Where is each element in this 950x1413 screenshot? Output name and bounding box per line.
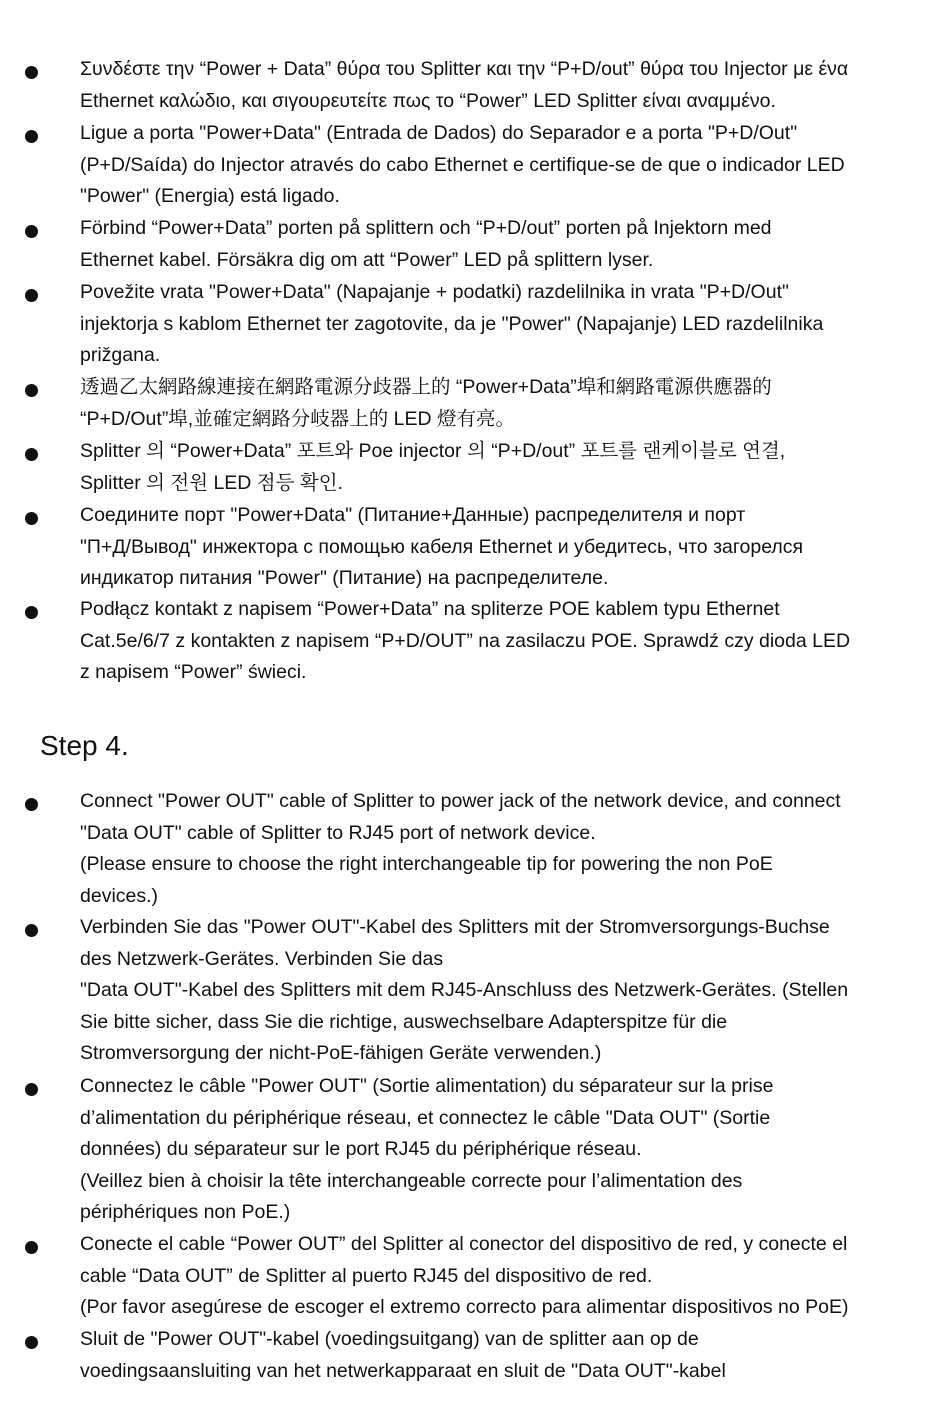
step-heading: Step 4. (40, 730, 129, 761)
text-line: Connectez le câble "Power OUT" (Sortie alimentation) du séparateur sur la prise (80, 1075, 774, 1097)
instruction-text (80, 372, 950, 435)
instruction-text (80, 118, 950, 213)
bullet-icon (25, 289, 38, 302)
text-line: Соедините порт "Power+Data" (Питание+Данные) распределителя и порт (80, 504, 746, 526)
bullet-icon (25, 66, 38, 79)
text-line: Sie bitte sicher, dass Sie die richtige, auswechselbare Adapterspitze für die (80, 1010, 728, 1033)
instruction-text (80, 594, 950, 689)
instruction-text (80, 912, 950, 1070)
text-line: Cat.5e/6/7 z kontakten z napisem “P+D/OUT” na zasilaczu POE. Sprawdź czy dioda LED (80, 629, 851, 652)
text-line: 透過乙太網路線連接在網路電源分歧器上的 “Power+Data”埠和網路電源供應器的 (80, 376, 772, 398)
bullet-icon (25, 606, 38, 619)
text-line: "П+Д/Вывод" инжектора с помощью кабеля Ethernet и убедитесь, что загорелся (80, 535, 804, 558)
text-line: d’alimentation du périphérique réseau, et connectez le câble "Data OUT" (Sortie (80, 1106, 771, 1129)
text-line: Povežite vrata "Power+Data" (Napajanje + podatki) razdelilnika in vrata "P+D/Out" (80, 281, 789, 303)
text-line: "Data OUT" cable of Splitter to RJ45 port of network device. (80, 821, 596, 844)
instruction-text (80, 1229, 950, 1324)
text-line: des Netzwerk-Gerätes. Verbinden Sie das (80, 947, 444, 970)
text-line: Connect "Power OUT" cable of Splitter to power jack of the network device, and connect (80, 790, 841, 812)
instruction-text (80, 500, 950, 595)
text-line: (Please ensure to choose the right interchangeable tip for powering the non PoE (80, 853, 773, 876)
text-line: Förbind “Power+Data” porten på splittern och “P+D/out” porten på Injektorn med (80, 217, 772, 239)
text-line: voedingsaansluiting van het netwerkapparaat en sluit de "Data OUT"-kabel (80, 1359, 726, 1382)
text-line: “P+D/Out”埠,並確定網路分岐器上的 LED 燈有亮。 (80, 407, 515, 430)
instruction-text (80, 786, 950, 912)
text-line: (Por favor asegúrese de escoger el extremo correcto para alimentar dispositivos no PoE) (80, 1296, 849, 1319)
text-line: Stromversorgung der nicht-PoE-fähigen Geräte verwenden.) (80, 1042, 602, 1065)
instruction-text (80, 277, 950, 372)
text-line: "Data OUT"-Kabel des Splitters mit dem RJ45-Anschluss des Netzwerk-Gerätes. (Stellen (80, 979, 849, 1002)
text-line: Sluit de "Power OUT"-kabel (voedingsuitgang) van de splitter aan op de (80, 1328, 699, 1350)
bullet-icon (25, 448, 38, 461)
instruction-text (80, 1324, 950, 1387)
text-line: devices.) (80, 884, 159, 907)
bullet-icon (25, 1241, 38, 1254)
text-line: "Power" (Energia) está ligado. (80, 185, 340, 208)
instruction-text (80, 1071, 950, 1229)
bullet-icon (25, 130, 38, 143)
text-line: injektorja s kablom Ethernet ter zagotovite, da je "Power" (Napajanje) LED razdelilnika (80, 312, 824, 335)
text-line: périphériques non PoE.) (80, 1201, 291, 1224)
text-line: Podłącz kontakt z napisem “Power+Data” na spliterze POE kablem typu Ethernet (80, 598, 780, 620)
text-line: prižgana. (80, 344, 161, 367)
text-line: (Veillez bien à choisir la tête interchangeable correcte pour l’alimentation des (80, 1169, 743, 1192)
text-line: Συνδέστε την “Power + Data” θύρα του Splitter και την “P+D/out” θύρα του Injector με ένα (80, 58, 849, 80)
text-line: Ethernet kabel. Försäkra dig om att “Power” LED på splittern lyser. (80, 248, 654, 271)
instruction-text (80, 436, 950, 499)
text-line: z napisem “Power” świeci. (80, 661, 307, 684)
text-line: (P+D/Saída) do Injector através do cabo Ethernet e certifique-se de que o indicador LED (80, 153, 845, 176)
bullet-icon (25, 798, 38, 811)
bullet-icon (25, 512, 38, 525)
bullet-icon (25, 225, 38, 238)
bullet-icon (25, 924, 38, 937)
text-line: Verbinden Sie das "Power OUT"-Kabel des Splitters mit der Stromversorgungs-Buchse (80, 916, 830, 938)
text-line: données) du séparateur sur le port RJ45 du périphérique réseau. (80, 1138, 642, 1161)
text-line: Ligue a porta "Power+Data" (Entrada de Dados) do Separador e a porta "P+D/Out" (80, 122, 798, 144)
text-line: Ethernet καλώδιο, και σιγουρευτείτε πως το “Power” LED Splitter είναι αναμμένο. (80, 89, 776, 112)
text-line: Splitter 의 전원 LED 점등 확인. (80, 471, 343, 494)
bullet-icon (25, 1083, 38, 1096)
bullet-icon (25, 1336, 38, 1349)
text-line: Splitter 의 “Power+Data” 포트와 Poe injector 의 “P+D/out” 포트를 랜케이블로 연결, (80, 440, 786, 462)
instruction-text (80, 54, 950, 117)
bullet-icon (25, 384, 38, 397)
text-line: Conecte el cable “Power OUT” del Splitter al conector del dispositivo de red, y conecte el (80, 1233, 848, 1255)
text-line: cable “Data OUT” de Splitter al puerto RJ45 del dispositivo de red. (80, 1264, 653, 1287)
instruction-text (80, 213, 950, 276)
text-line: индикатор питания "Power" (Питание) на распределителе. (80, 567, 609, 590)
